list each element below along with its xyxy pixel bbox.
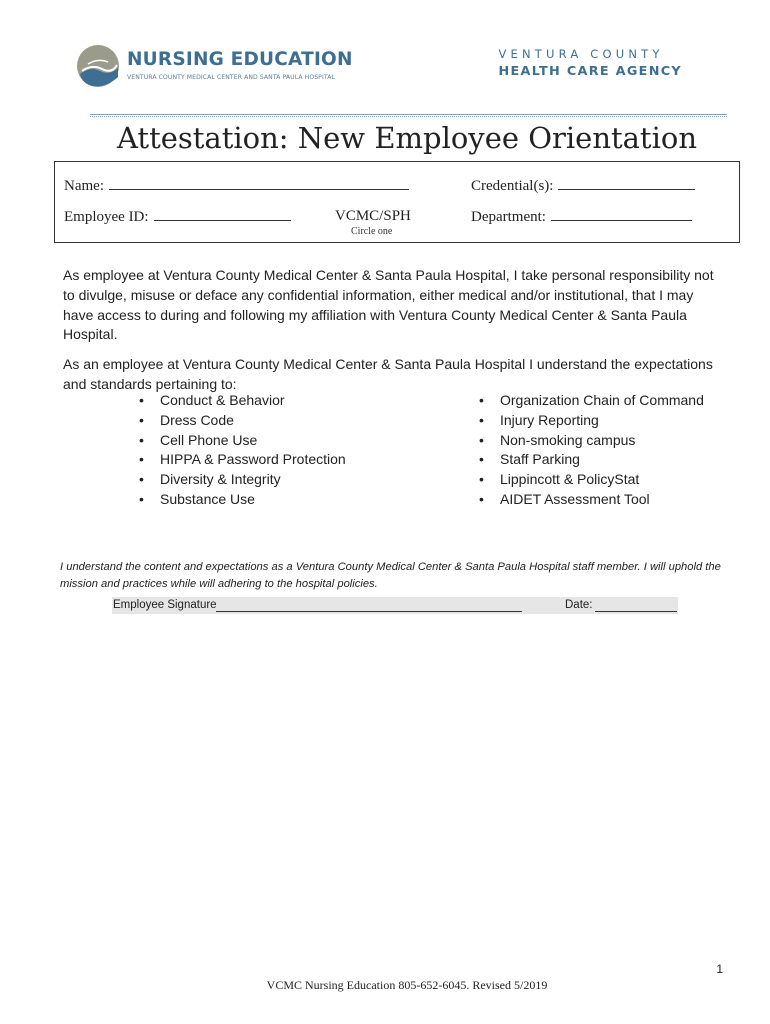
department-field[interactable] (471, 208, 692, 226)
wave-sun-logo-icon (76, 44, 120, 88)
list-item: • Staff Parking (475, 450, 704, 470)
employee-info-box (54, 161, 740, 243)
standards-list-right (475, 391, 704, 510)
employee-id-label: Employee ID: (64, 209, 149, 225)
facility-hint: Circle one (351, 226, 393, 237)
signature-row (112, 597, 678, 614)
list-item: • Lippincott & PolicyStat (475, 470, 704, 490)
department-blank[interactable] (551, 208, 692, 221)
agency-name-top: VENTURA COUNTY (498, 47, 664, 61)
expectations-paragraph: As an employee at Ventura County Medical Center & Santa Paula Hospital I understand the expectations and standards pertaining to: (63, 356, 713, 392)
list-item: • Substance Use (135, 490, 346, 510)
document-title: Attestation: New Employee Orientation (116, 121, 697, 155)
signature-label: Employee Signature (113, 599, 217, 611)
name-label: Name: (64, 178, 104, 194)
name-field[interactable] (64, 177, 409, 195)
list-item: • Conduct & Behavior (135, 391, 346, 411)
list-item: • Diversity & Integrity (135, 470, 346, 490)
confidentiality-paragraph: As employee at Ventura County Medical Center & Santa Paula Hospital, I take personal responsibility not to divulge, misuse or deface any confidential information, either medical and/or institutional, that I may have access to during and following my affiliation with Ventura County Medical Center & Santa Paula Hospital. (63, 267, 714, 343)
standards-list-left (135, 391, 346, 510)
logo-title: NURSING EDUCATION (127, 49, 353, 70)
credentials-field[interactable] (471, 177, 695, 195)
list-item: • Dress Code (135, 411, 346, 431)
date-label: Date: (565, 599, 593, 611)
facility-options[interactable]: VCMC/SPH (335, 208, 411, 224)
health-care-agency-logo (498, 47, 682, 79)
list-item: • HIPPA & Password Protection (135, 450, 346, 470)
credentials-label: Credential(s): (471, 178, 554, 194)
list-item: • AIDET Assessment Tool (475, 490, 704, 510)
employee-id-blank[interactable] (154, 208, 291, 221)
nursing-education-logo (76, 44, 396, 96)
list-item: • Injury Reporting (475, 411, 704, 431)
list-item: • Cell Phone Use (135, 431, 346, 451)
name-blank[interactable] (109, 177, 409, 190)
attestation-statement: I understand the content and expectations as a Ventura County Medical Center & Santa Paula Hospital staff member. I will uphold the mission and practices while will adhering to the hospital policies. (60, 561, 721, 590)
agency-name-bottom: HEALTH CARE AGENCY (498, 64, 682, 79)
page-number: 1 (716, 962, 723, 976)
department-label: Department: (471, 209, 546, 225)
logo-subtitle: VENTURA COUNTY MEDICAL CENTER AND SANTA PAULA HOSPITAL (127, 74, 335, 81)
date-field[interactable] (595, 611, 677, 612)
employee-id-field[interactable] (64, 208, 291, 226)
list-item: • Organization Chain of Command (475, 391, 704, 411)
signature-field[interactable] (216, 611, 522, 612)
list-item: • Non-smoking campus (475, 431, 704, 451)
header-divider (90, 114, 727, 117)
credentials-blank[interactable] (558, 177, 695, 190)
footer-text: VCMC Nursing Education 805-652-6045. Revised 5/2019 (266, 978, 548, 992)
